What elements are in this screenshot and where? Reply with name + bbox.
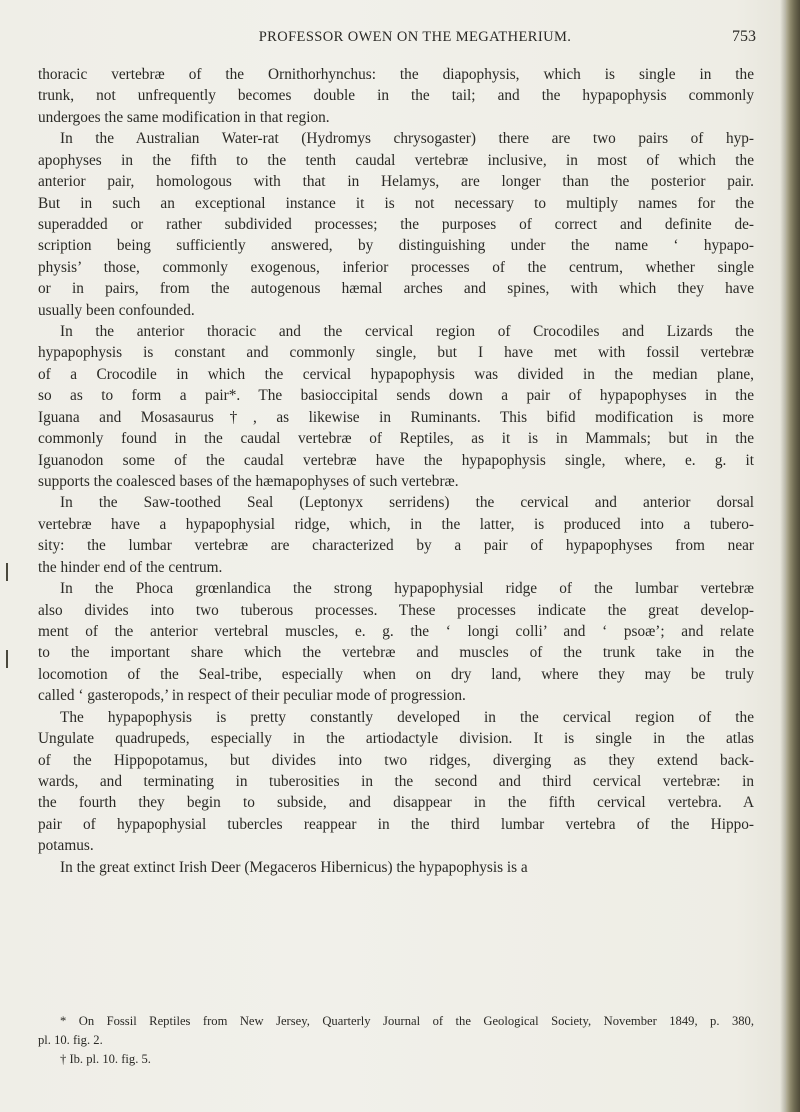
text-line: physis’ those, commonly exogenous, inferior processes of the centrum, whether single: [38, 258, 754, 276]
footnote-line: pl. 10. fig. 2.: [38, 1033, 103, 1047]
text-line: In the Saw-toothed Seal (Leptonyx serridens) the cervical and anterior dorsal: [60, 494, 754, 512]
text-line: anterior pair, homologous with that in Helamys, are longer than the posterior pair.: [38, 173, 754, 191]
text-line: commonly found in the caudal vertebræ of Reptiles, as it is in Mammals; but in the: [38, 430, 754, 448]
text-line: hypapophysis is constant and commonly single, but I have met with fossil vertebræ: [38, 344, 754, 362]
text-line: vertebræ have a hypapophysial ridge, which, in the latter, is produced into a tubero-: [38, 515, 754, 533]
text-line: supports the coalesced bases of the hæmapophyses of such vertebræ.: [38, 473, 459, 491]
text-line: or in pairs, from the autogenous hæmal arches and spines, with which they have: [38, 280, 754, 298]
text-line: called ‘ gasteropods,’ in respect of their peculiar mode of progression.: [38, 687, 466, 705]
text-line: Iguanodon some of the caudal vertebræ have the hypapophysis single, where, e. g. it: [38, 451, 754, 469]
text-line: usually been confounded.: [38, 301, 195, 319]
page-number: 753: [732, 28, 756, 45]
text-line: the hinder end of the centrum.: [38, 558, 223, 576]
text-line: trunk, not unfrequently becomes double in the tail; and the hypapophysis commonly: [38, 87, 754, 105]
text-line: locomotion of the Seal-tribe, especially when on dry land, where they may be truly: [38, 665, 754, 683]
text-line: In the Phoca grœnlandica the strong hypapophysial ridge of the lumbar vertebræ: [60, 580, 754, 598]
text-line: But in such an exceptional instance it is not necessary to multiply names for the: [38, 194, 754, 212]
text-line: undergoes the same modification in that region.: [38, 108, 330, 126]
text-line: potamus.: [38, 837, 94, 855]
margin-mark: [6, 563, 8, 581]
text-line: so as to form a pair*. The basioccipital sends down a pair of hypapophyses in the: [38, 387, 754, 405]
text-line: In the Australian Water-rat (Hydromys chrysogaster) there are two pairs of hyp-: [60, 130, 754, 148]
text-line: scription being sufficiently answered, by distinguishing under the name ‘ hypapo-: [38, 237, 754, 255]
book-spine-edge: [786, 0, 800, 1112]
text-line: to the important share which the vertebræ and muscles of the trunk take in the: [38, 644, 754, 662]
text-line: the fourth they begin to subside, and disappear in the fifth cervical vertebra. A: [38, 794, 754, 812]
body-text: [38, 64, 754, 878]
text-line: thoracic vertebræ of the Ornithorhynchus: the diapophysis, which is single in the: [38, 66, 754, 83]
text-line: pair of hypapophysial tubercles reappear in the third lumbar vertebra of the Hippo-: [38, 815, 754, 833]
text-line: of a Crocodile in which the cervical hypapophysis was divided in the median plane,: [38, 365, 754, 383]
running-title: PROFESSOR OWEN ON THE MEGATHERIUM.: [258, 29, 572, 45]
footnote-line: * On Fossil Reptiles from New Jersey, Quarterly Journal of the Geological Society, November 1849, p. 380,: [60, 1014, 754, 1028]
text-line: The hypapophysis is pretty constantly developed in the cervical region of the: [60, 708, 754, 726]
text-line: of the Hippopotamus, but divides into two ridges, diverging as they extend back-: [38, 751, 754, 769]
footnote-line: † Ib. pl. 10. fig. 5.: [60, 1052, 151, 1066]
text-line: Iguana and Mosasaurus†, as likewise in Ruminants. This bifid modification is more: [38, 408, 754, 426]
text-line: wards, and terminating in tuberosities in the second and third cervical vertebræ: in: [38, 772, 754, 790]
text-line: sity: the lumbar vertebræ are characterized by a pair of hypapophyses from near: [38, 537, 754, 555]
text-line: also divides into two tuberous processes. These processes indicate the great develop-: [38, 601, 754, 619]
text-line: apophyses in the fifth to the tenth caudal vertebræ inclusive, in most of which the: [38, 151, 754, 169]
text-line: superadded or rather subdivided processes; the purposes of correct and definite de-: [38, 215, 754, 233]
text-line: ment of the anterior vertebral muscles, e. g. the ‘ longi colli’ and ‘ psoæ’; and relate: [38, 622, 754, 640]
running-header: [0, 27, 800, 49]
footnotes: [38, 1012, 754, 1069]
text-line: In the anterior thoracic and the cervical region of Crocodiles and Lizards the: [60, 323, 754, 341]
text-line: Ungulate quadrupeds, especially in the artiodactyle division. It is single in the atlas: [38, 730, 754, 748]
text-line: In the great extinct Irish Deer (Megaceros Hibernicus) the hypapophysis is a: [60, 858, 528, 876]
margin-mark: [6, 650, 8, 668]
